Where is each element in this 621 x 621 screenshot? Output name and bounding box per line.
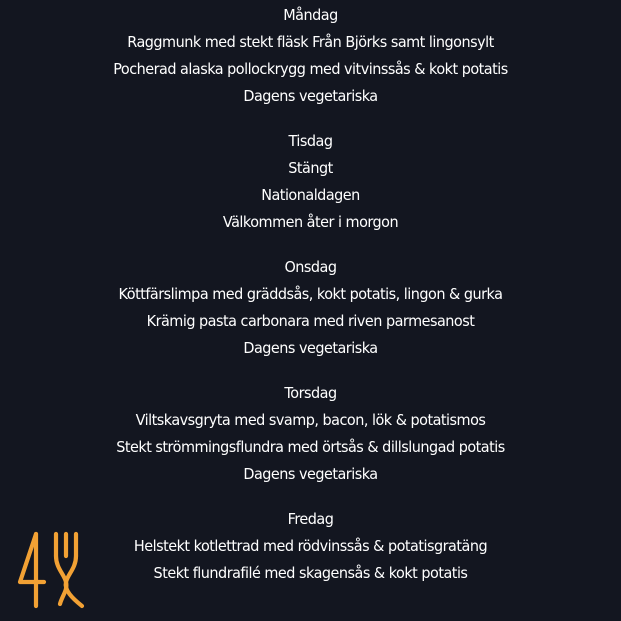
menu-item: Stekt flundrafilé med skagensås & kokt potatis — [153, 564, 468, 582]
menu-item: Krämig pasta carbonara med riven parmesanost — [146, 312, 475, 330]
day-tuesday — [0, 128, 621, 236]
day-wednesday — [0, 254, 621, 362]
day-friday — [0, 506, 621, 587]
menu-item: Dagens vegetariska — [243, 465, 378, 483]
menu-item: Pocherad alaska pollockrygg med vitvinssås & kokt potatis — [113, 60, 508, 78]
day-name: Måndag — [283, 6, 338, 24]
menu-item: Raggmunk med stekt fläsk Från Björks samt lingonsylt — [127, 33, 494, 51]
menu-item: Dagens vegetariska — [243, 339, 378, 357]
menu-item: Köttfärslimpa med gräddsås, kokt potatis, lingon & gurka — [118, 285, 503, 303]
menu-item: Nationaldagen — [261, 186, 360, 204]
day-name: Fredag — [287, 510, 334, 528]
menu-item: Välkommen åter i morgon — [222, 213, 399, 231]
menu-item: Dagens vegetariska — [243, 87, 378, 105]
menu-item: Stängt — [288, 159, 333, 177]
day-thursday — [0, 380, 621, 488]
day-name: Tisdag — [288, 132, 333, 150]
menu-item: Viltskavsgryta med svamp, bacon, lök & potatismos — [135, 411, 486, 429]
day-monday — [0, 2, 621, 110]
weekly-menu — [0, 2, 621, 605]
day-name: Torsdag — [284, 384, 337, 402]
fork-and-knife-logo-icon — [16, 528, 90, 612]
menu-item: Stekt strömmingsflundra med örtsås & dillslungad potatis — [116, 438, 505, 456]
day-name: Onsdag — [284, 258, 337, 276]
menu-item: Helstekt kotlettrad med rödvinssås & potatisgratäng — [133, 537, 488, 555]
